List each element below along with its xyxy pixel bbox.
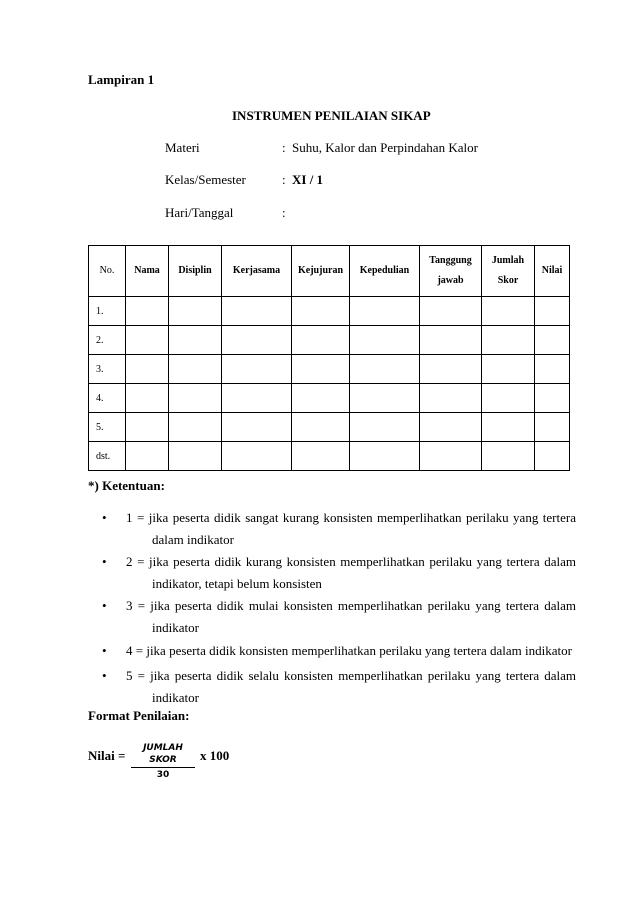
header-jumlah-skor (482, 246, 535, 297)
cell (292, 355, 350, 384)
bullet-icon: • (102, 668, 107, 683)
format-title: Format Penilaian: (88, 708, 190, 723)
cell (169, 326, 222, 355)
cell (420, 355, 482, 384)
table-row (89, 442, 570, 471)
fraction-numerator: JUMLAH SKOR (143, 743, 183, 765)
table-row (89, 413, 570, 442)
rule-line1: 3 = jika peserta didik mulai konsisten memperlihatkan perilaku yang tertera dalam (126, 598, 576, 613)
rule-line2: indikator (152, 620, 199, 635)
rule-line1: 2 = jika peserta didik kurang konsisten memperlihatkan perilaku yang tertera dalam (126, 554, 576, 569)
header-kejujuran: Kejujuran (292, 246, 350, 297)
cell (126, 413, 169, 442)
cell (222, 297, 292, 326)
cell (292, 442, 350, 471)
cell (482, 297, 535, 326)
meta-colon: : (282, 205, 286, 220)
cell (420, 326, 482, 355)
cell (482, 355, 535, 384)
cell (126, 384, 169, 413)
cell (535, 413, 570, 442)
cell (350, 442, 420, 471)
cell (535, 326, 570, 355)
header-nilai: Nilai (535, 246, 570, 297)
ketentuan-title: *) Ketentuan: (88, 478, 165, 493)
lampiran-label: Lampiran 1 (88, 72, 155, 87)
cell (350, 297, 420, 326)
bullet-icon: • (102, 510, 107, 525)
header-tanggung-line1: Tanggung (429, 255, 472, 266)
cell (292, 297, 350, 326)
cell (350, 384, 420, 413)
cell (222, 413, 292, 442)
cell (169, 413, 222, 442)
row-number: 2. (89, 326, 126, 355)
cell (482, 442, 535, 471)
cell (169, 384, 222, 413)
rule-line1: 5 = jika peserta didik selalu konsisten memperlihatkan perilaku yang tertera dalam (126, 668, 576, 683)
rule-line2: dalam indikator (152, 532, 234, 547)
rule-line2: indikator (152, 690, 199, 705)
header-nama: Nama (126, 246, 169, 297)
cell (126, 297, 169, 326)
cell (292, 326, 350, 355)
rule-text (126, 640, 576, 662)
row-number: 5. (89, 413, 126, 442)
fraction-denominator: 30 (156, 770, 170, 780)
table-row (89, 355, 570, 384)
cell (420, 297, 482, 326)
cell (482, 326, 535, 355)
header-jumlah-line1: Jumlah (491, 255, 525, 266)
header-tanggung-jawab (420, 246, 482, 297)
table-row (89, 326, 570, 355)
meta-label: Kelas/Semester (165, 172, 246, 187)
assessment-table (88, 245, 570, 471)
cell (222, 442, 292, 471)
meta-label: Hari/Tanggal (165, 205, 234, 220)
rule-text (126, 595, 576, 639)
header-kerjasama: Kerjasama (222, 246, 292, 297)
cell (222, 355, 292, 384)
meta-colon: : (282, 140, 286, 155)
cell (535, 355, 570, 384)
row-number: 4. (89, 384, 126, 413)
cell (222, 384, 292, 413)
fraction-bar (131, 767, 195, 768)
cell (350, 326, 420, 355)
rule-text (126, 665, 576, 709)
cell (126, 355, 169, 384)
row-number: 3. (89, 355, 126, 384)
meta-value: Suhu, Kalor dan Perpindahan Kalor (292, 140, 478, 155)
meta-label: Materi (165, 140, 200, 155)
header-tanggung-line2: jawab (437, 275, 464, 286)
cell (535, 442, 570, 471)
cell (420, 384, 482, 413)
table-row (89, 297, 570, 326)
bullet-icon: • (102, 554, 107, 569)
fraction (131, 742, 195, 781)
cell (292, 413, 350, 442)
rule-text (126, 507, 576, 551)
row-number: dst. (89, 442, 126, 471)
cell (535, 384, 570, 413)
nilai-label: Nilai = (88, 748, 126, 763)
cell (222, 326, 292, 355)
header-kepedulian: Kepedulian (350, 246, 420, 297)
cell (292, 384, 350, 413)
header-no: No. (89, 246, 126, 297)
cell (535, 297, 570, 326)
cell (482, 413, 535, 442)
cell (126, 442, 169, 471)
meta-value: XI / 1 (292, 172, 324, 187)
cell (482, 384, 535, 413)
rule-line1: 1 = jika peserta didik sangat kurang konsisten memperlihatkan perilaku yang tertera (126, 510, 576, 525)
cell (350, 355, 420, 384)
table-row (89, 384, 570, 413)
cell (169, 355, 222, 384)
rule-line1: 4 = jika peserta didik konsisten memperlihatkan perilaku yang tertera dalam indikator (126, 643, 572, 658)
cell (350, 413, 420, 442)
document-title: INSTRUMEN PENILAIAN SIKAP (232, 108, 431, 123)
cell (169, 442, 222, 471)
bullet-icon: • (102, 643, 107, 658)
meta-colon: : (282, 172, 286, 187)
cell (169, 297, 222, 326)
cell (126, 326, 169, 355)
table-header-row (89, 246, 570, 297)
rule-text (126, 551, 576, 595)
header-disiplin: Disiplin (169, 246, 222, 297)
cell (420, 442, 482, 471)
row-number: 1. (89, 297, 126, 326)
bullet-icon: • (102, 598, 107, 613)
rule-line2: indikator, tetapi belum konsisten (152, 576, 322, 591)
header-jumlah-line2: Skor (497, 275, 519, 286)
multiplier: x 100 (200, 748, 230, 763)
cell (420, 413, 482, 442)
